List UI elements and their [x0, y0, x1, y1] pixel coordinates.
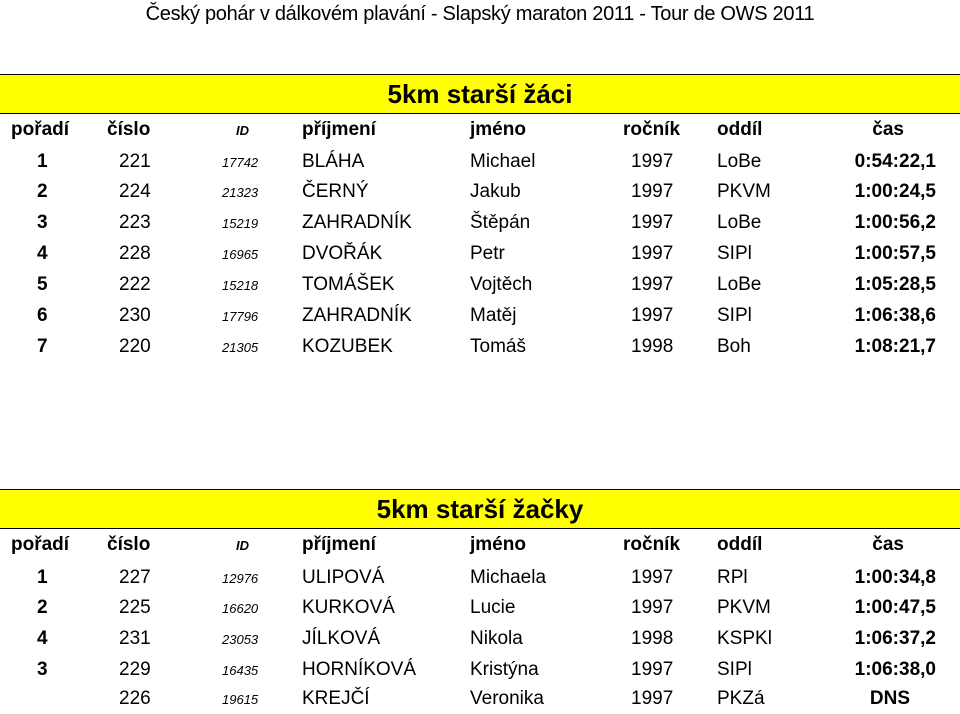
number-cell: 231 [119, 628, 151, 649]
club-cell: Boh [717, 336, 751, 357]
year-cell: 1997 [631, 567, 674, 588]
rank-cell: 5 [37, 274, 48, 295]
time-cell: 1:00:47,5 [854, 597, 936, 618]
id-cell: 16965 [222, 247, 259, 262]
number-cell: 223 [119, 212, 151, 233]
surname-cell: KREJČÍ [302, 688, 370, 709]
number-cell: 230 [119, 305, 151, 326]
table-row [0, 147, 960, 177]
id-cell: 23053 [222, 632, 259, 647]
first-name-cell: Vojtěch [470, 274, 533, 295]
header-id: ID [236, 123, 249, 138]
rank-cell: 4 [37, 628, 48, 649]
table-row [0, 208, 960, 238]
header-first-name: jméno [470, 119, 526, 140]
id-cell: 16435 [222, 663, 259, 678]
surname-cell: DVOŘÁK [302, 243, 383, 264]
header-club: oddíl [717, 534, 763, 555]
id-cell: 12976 [222, 571, 259, 586]
time-cell: 1:06:38,6 [854, 305, 936, 326]
time-cell: 1:00:57,5 [854, 243, 936, 264]
rank-cell: 1 [37, 567, 48, 588]
time-cell: 1:00:56,2 [854, 212, 936, 233]
time-cell: 1:05:28,5 [854, 274, 936, 295]
club-cell: SIPl [717, 305, 752, 326]
id-cell: 15218 [222, 278, 259, 293]
time-cell: 1:00:24,5 [854, 181, 936, 202]
surname-cell: ULIPOVÁ [302, 567, 385, 588]
number-cell: 225 [119, 597, 151, 618]
header-rank: pořadí [11, 534, 70, 555]
header-surname: příjmení [302, 534, 376, 555]
header-id: ID [236, 538, 249, 553]
year-cell: 1997 [631, 212, 674, 233]
number-cell: 224 [119, 181, 151, 202]
rank-cell: 7 [37, 336, 48, 357]
header-year: ročník [623, 534, 681, 555]
club-cell: PKZá [717, 688, 765, 709]
section-title-boys: 5km starší žáci [0, 74, 960, 114]
surname-cell: ČERNÝ [302, 181, 369, 202]
id-cell: 19615 [222, 692, 259, 707]
club-cell: LoBe [717, 151, 762, 172]
number-cell: 229 [119, 659, 151, 680]
table-row [0, 593, 960, 623]
club-cell: KSPKl [717, 628, 772, 649]
number-cell: 220 [119, 336, 151, 357]
header-first-name: jméno [470, 534, 526, 555]
number-cell: 226 [119, 688, 151, 709]
rank-cell: 1 [37, 151, 48, 172]
club-cell: RPl [717, 567, 748, 588]
club-cell: SIPl [717, 659, 752, 680]
first-name-cell: Veronika [470, 688, 544, 709]
number-cell: 222 [119, 274, 151, 295]
surname-cell: ZAHRADNÍK [302, 212, 412, 233]
year-cell: 1997 [631, 274, 674, 295]
first-name-cell: Nikola [470, 628, 523, 649]
time-cell: 1:08:21,7 [854, 336, 936, 357]
surname-cell: BLÁHA [302, 151, 365, 172]
first-name-cell: Michaela [470, 567, 547, 588]
header-year: ročník [623, 119, 681, 140]
club-cell: LoBe [717, 212, 762, 233]
time-cell: 1:00:34,8 [854, 567, 936, 588]
id-cell: 16620 [222, 601, 259, 616]
table-row [0, 684, 960, 714]
rank-cell: 2 [37, 597, 48, 618]
table-row [0, 624, 960, 654]
header-time: čas [872, 119, 904, 140]
club-cell: PKVM [717, 181, 771, 202]
section-title-girls: 5km starší žačky [0, 489, 960, 529]
club-cell: SIPl [717, 243, 752, 264]
year-cell: 1997 [631, 151, 674, 172]
year-cell: 1998 [631, 628, 674, 649]
column-header-row [0, 115, 960, 145]
year-cell: 1998 [631, 336, 674, 357]
first-name-cell: Petr [470, 243, 505, 264]
surname-cell: KURKOVÁ [302, 597, 395, 618]
first-name-cell: Michael [470, 151, 536, 172]
first-name-cell: Štěpán [470, 212, 531, 233]
table-row [0, 563, 960, 593]
time-cell: 1:06:37,2 [854, 628, 936, 649]
year-cell: 1997 [631, 305, 674, 326]
header-club: oddíl [717, 119, 763, 140]
header-number: číslo [107, 534, 151, 555]
surname-cell: ZAHRADNÍK [302, 305, 412, 326]
club-cell: LoBe [717, 274, 762, 295]
rank-cell: 3 [37, 659, 48, 680]
number-cell: 221 [119, 151, 151, 172]
surname-cell: TOMÁŠEK [302, 274, 395, 295]
id-cell: 21323 [222, 185, 259, 200]
rank-cell: 6 [37, 305, 48, 326]
header-surname: příjmení [302, 119, 376, 140]
first-name-cell: Tomáš [470, 336, 526, 357]
club-cell: PKVM [717, 597, 771, 618]
year-cell: 1997 [631, 597, 674, 618]
rank-cell: 4 [37, 243, 48, 264]
year-cell: 1997 [631, 181, 674, 202]
id-cell: 21305 [222, 340, 259, 355]
table-row [0, 177, 960, 207]
year-cell: 1997 [631, 659, 674, 680]
time-cell: 0:54:22,1 [854, 151, 936, 172]
table-row [0, 239, 960, 269]
rank-cell: 3 [37, 212, 48, 233]
header-rank: pořadí [11, 119, 70, 140]
table-row [0, 655, 960, 685]
first-name-cell: Matěj [470, 305, 517, 326]
table-row [0, 301, 960, 331]
first-name-cell: Kristýna [470, 659, 539, 680]
column-header-row [0, 530, 960, 560]
number-cell: 227 [119, 567, 151, 588]
table-row [0, 332, 960, 362]
time-cell: DNS [869, 688, 910, 709]
surname-cell: KOZUBEK [302, 336, 393, 357]
id-cell: 15219 [222, 216, 259, 231]
id-cell: 17796 [222, 309, 259, 324]
document-title: Český pohár v dálkovém plavání - Slapský maraton 2011 - Tour de OWS 2011 [145, 3, 815, 25]
header-number: číslo [107, 119, 151, 140]
header-time: čas [872, 534, 904, 555]
time-cell: 1:06:38,0 [854, 659, 936, 680]
surname-cell: JÍLKOVÁ [302, 628, 381, 649]
table-row [0, 270, 960, 300]
first-name-cell: Lucie [470, 597, 516, 618]
rank-cell: 2 [37, 181, 48, 202]
id-cell: 17742 [222, 155, 259, 170]
year-cell: 1997 [631, 688, 674, 709]
surname-cell: HORNÍKOVÁ [302, 659, 417, 680]
number-cell: 228 [119, 243, 151, 264]
year-cell: 1997 [631, 243, 674, 264]
first-name-cell: Jakub [470, 181, 521, 202]
